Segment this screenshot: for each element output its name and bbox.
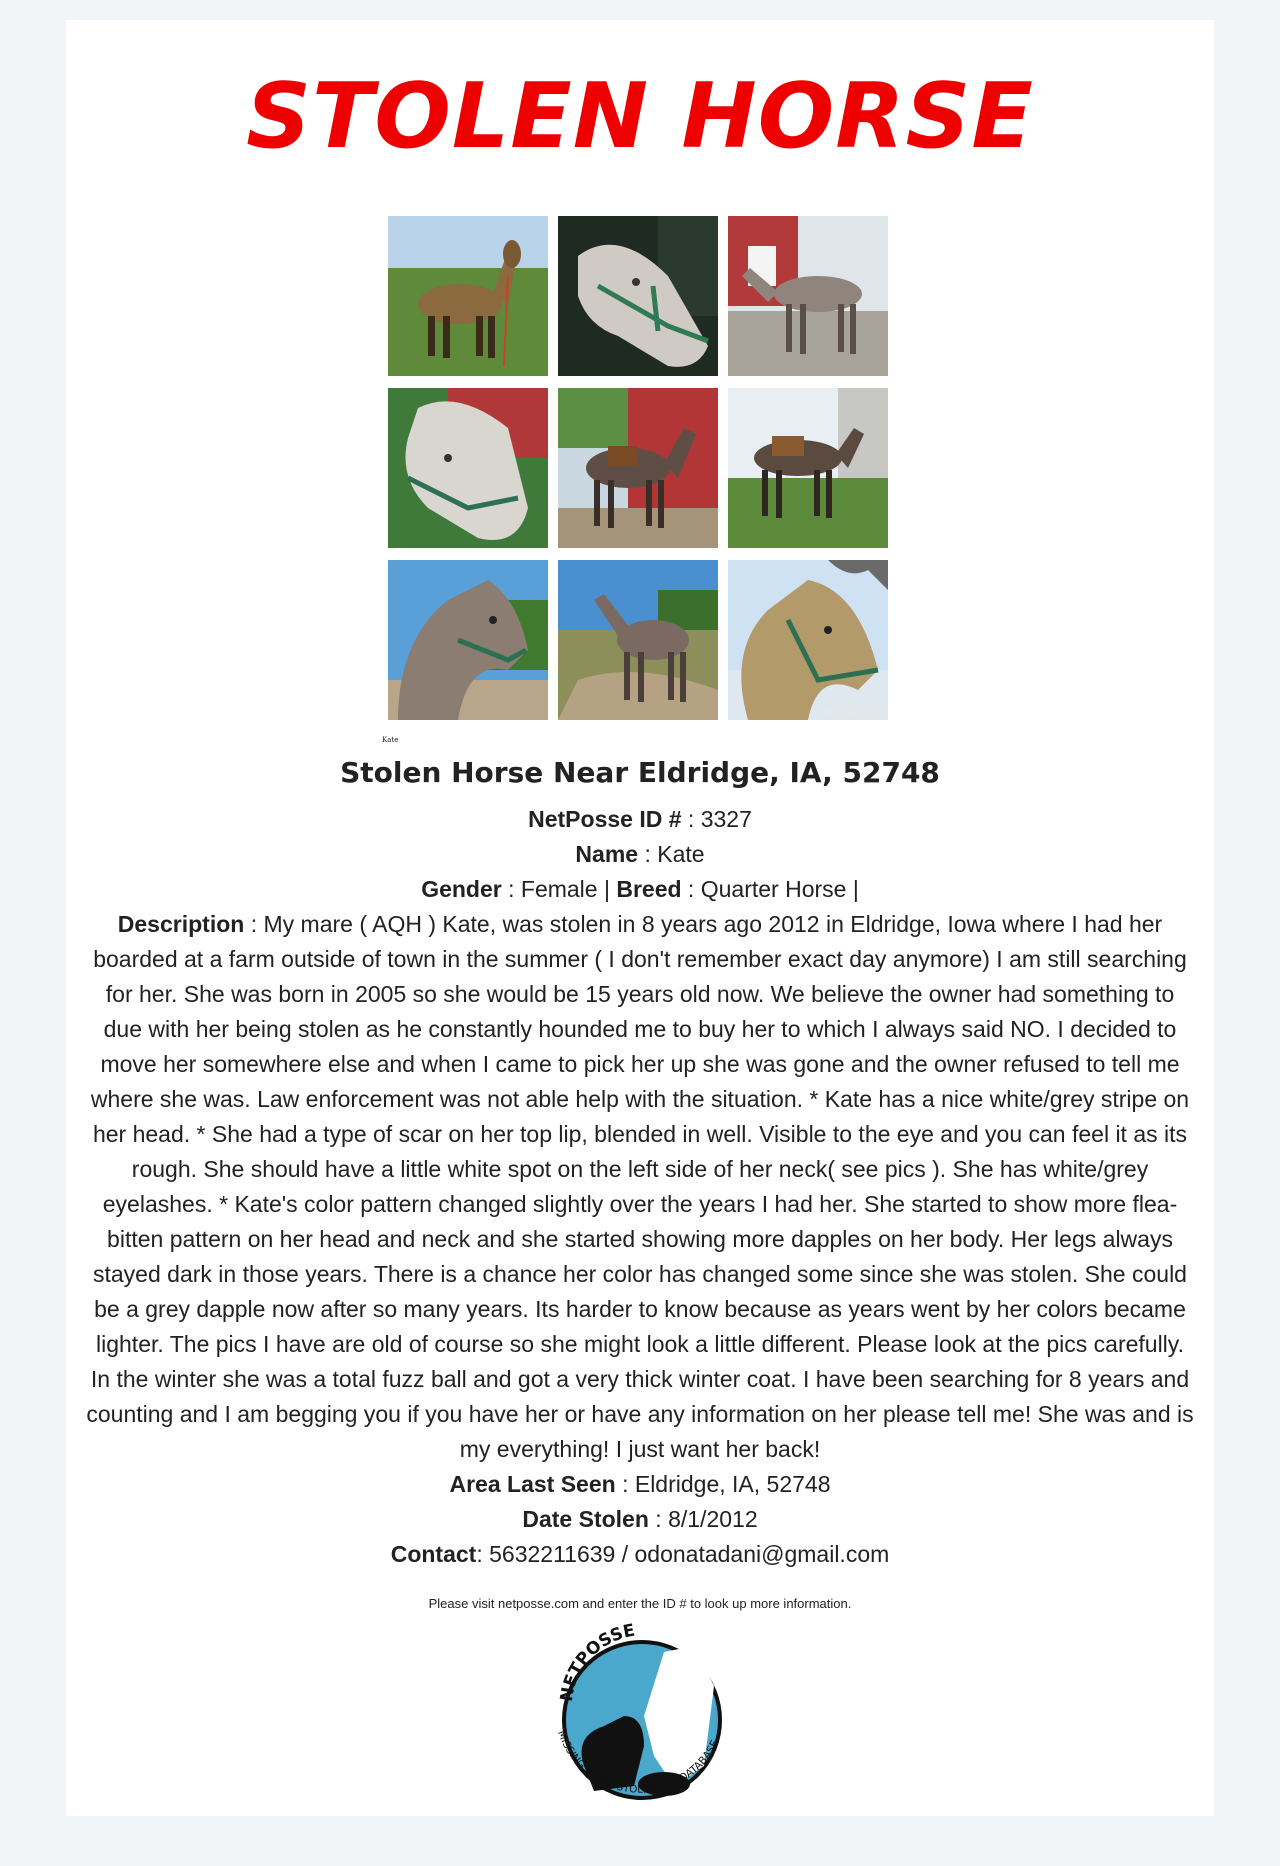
photo-buckskin-field[interactable] <box>388 216 548 376</box>
photo-caption: Kate <box>382 736 399 744</box>
id-value: : 3327 <box>681 806 752 832</box>
breed-label: Breed <box>616 876 682 902</box>
poster-card <box>66 20 1214 1816</box>
gender-breed-row <box>86 872 1194 907</box>
contact-label: Contact <box>390 1541 477 1567</box>
name-row <box>86 837 1194 872</box>
date-label: Date Stolen <box>522 1506 649 1532</box>
logo-bottom-text: MISSING, LOST, STOLEN PET DATABASE <box>555 1728 722 1796</box>
description-row <box>86 907 1194 1467</box>
photo-saddled-trailer[interactable] <box>728 388 888 548</box>
gender-value: : Female | <box>501 876 617 902</box>
area-label: Area Last Seen <box>449 1471 616 1497</box>
horse-photo-icon <box>388 216 548 376</box>
horse-photo-icon <box>388 388 548 548</box>
photo-saddled-red-barn[interactable] <box>558 388 718 548</box>
photo-grey-head-red-barn[interactable] <box>388 388 548 548</box>
area-row <box>86 1467 1194 1502</box>
subtitle: Stolen Horse Near Eldridge, IA, 52748 <box>340 756 940 789</box>
description-value: : My mare ( AQH ) Kate, was stolen in 8 years ago 2012 in Eldridge, Iowa where I had her boarded at a farm outside of town in the summer ( I don't remember exact day anymore) I am still searching for her. She was born in 2005 so she would be 15 years old now. We believe the owner had something to due with her being stolen as he constantly hounded me to buy her to which I always said NO. I decided to move her somewhere else and when I came to pick her up she was gone and the owner refused to tell me where she was. Law enforcement was not able help with the situation. * Kate has a nice white/grey stripe on her head. * She had a type of scar on her top lip, blended in well. Visible to the eye and you can feel it as its rough. She should have a little white spot on the left side of her neck( see pics ). She has white/grey eyelashes. * Kate's color pattern changed slightly over the years I had her. She started to show more flea-bitten pattern on her head and neck and she started showing more dapples on her body. Her legs always stayed dark in those years. There is a chance her color has changed some since she was stolen. She could be a grey dapple now after so many years. Its harder to know because as years went by her colors became lighter. The pics I have are old of course so she might look a little different. Please look at the pics carefully. In the winter she was a total fuzz ball and got a very thick winter coat. I have been searching for 8 years and counting and I am begging you if you have her or have any information on her please tell me! She was and is my everything! I just want her back! <box>86 911 1194 1462</box>
horse-photo-icon <box>728 560 888 720</box>
horse-photo-icon <box>558 216 718 376</box>
photo-watermark: Netposse.com <box>820 707 884 718</box>
contact-row <box>86 1537 1194 1572</box>
area-value: : Eldridge, IA, 52748 <box>615 1471 831 1497</box>
horse-photo-icon <box>388 560 548 720</box>
date-value: : 8/1/2012 <box>648 1506 758 1532</box>
contact-value[interactable]: : 5632211639 / odonatadani@gmail.com <box>476 1541 890 1567</box>
horse-photo-icon <box>728 216 888 376</box>
horse-photo-icon <box>728 388 888 548</box>
gender-label: Gender <box>421 876 502 902</box>
name-label: Name <box>575 841 639 867</box>
horse-photo-icon <box>558 388 718 548</box>
poster-title: STOLEN HORSE <box>246 64 1034 169</box>
id-label: NetPosse ID # <box>528 806 682 832</box>
netposse-logo-icon <box>544 1616 740 1812</box>
info-block <box>86 802 1194 1572</box>
photo-dapple-dirt-road[interactable] <box>558 560 718 720</box>
photo-fuzzy-winter-head[interactable] <box>728 560 888 720</box>
netposse-logo[interactable] <box>544 1616 740 1812</box>
netposse-id-row <box>86 802 1194 837</box>
footer-note: Please visit netposse.com and enter the ID # to look up more information. <box>428 1596 852 1611</box>
name-value: : Kate <box>638 841 705 867</box>
photo-head-trees[interactable] <box>388 560 548 720</box>
date-row <box>86 1502 1194 1537</box>
photo-grey-by-barn[interactable] <box>728 216 888 376</box>
breed-value: : Quarter Horse | <box>681 876 859 902</box>
logo-top-text: NETPOSSE <box>556 1620 637 1703</box>
description-label: Description <box>117 911 245 937</box>
photo-grid <box>388 216 900 740</box>
photo-grey-halter-closeup[interactable] <box>558 216 718 376</box>
horse-photo-icon <box>558 560 718 720</box>
